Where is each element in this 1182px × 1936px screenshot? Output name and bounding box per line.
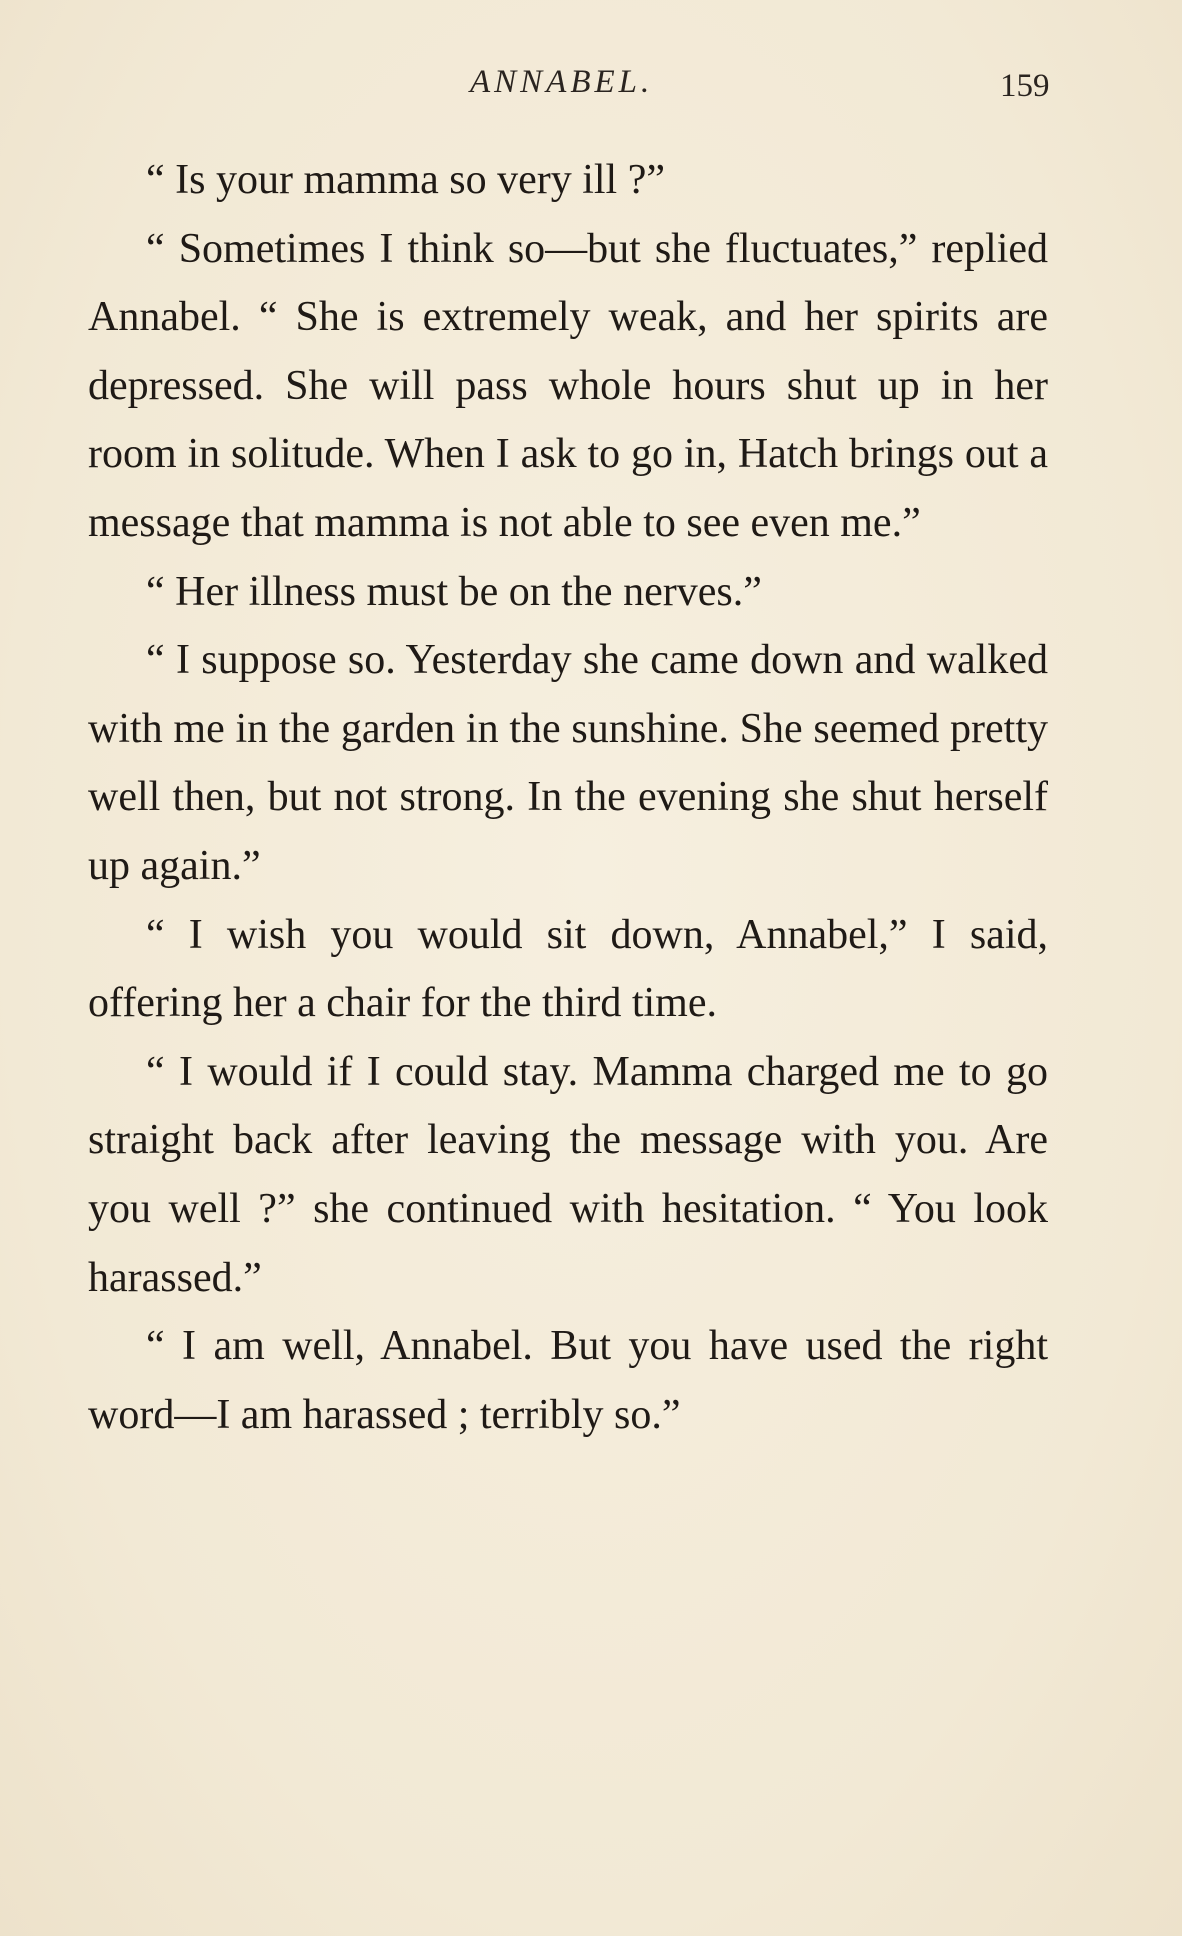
paragraph: “ I suppose so. Yesterday she came down and walked with me in the garden in the sunshine. She seemed pretty well then, but not strong. In the evening she shut herself up again.” xyxy=(88,637,1048,889)
page-number: 159 xyxy=(1000,68,1050,104)
running-head xyxy=(0,64,1182,114)
paragraph: “ I wish you would sit down, Annabel,” I said, offering her a chair for the third time. xyxy=(88,911,1048,1027)
running-title: ANNABEL. xyxy=(470,64,654,100)
paragraph: “ Is your mamma so very ill ?” xyxy=(146,157,666,203)
body-text xyxy=(88,146,1048,1449)
paragraph: “ Sometimes I think so—but she fluctuates,” replied Annabel. “ She is extremely weak, and her spirits are depressed. She will pass whole hours shut up in her room in solitude. When I ask to go in, Hatch brings out a message that mamma is not able to see even me.” xyxy=(88,225,1048,546)
paragraph: “ I am well, Annabel. But you have used the right word—I am harassed ; terribly so.” xyxy=(88,1323,1048,1438)
paragraph: “ Her illness must be on the nerves.” xyxy=(146,568,762,615)
paragraph: “ I would if I could stay. Mamma charged me to go straight back after leaving the message with you. Are you well ?” she continued with hesitation. “ You look harassed.” xyxy=(88,1048,1048,1301)
